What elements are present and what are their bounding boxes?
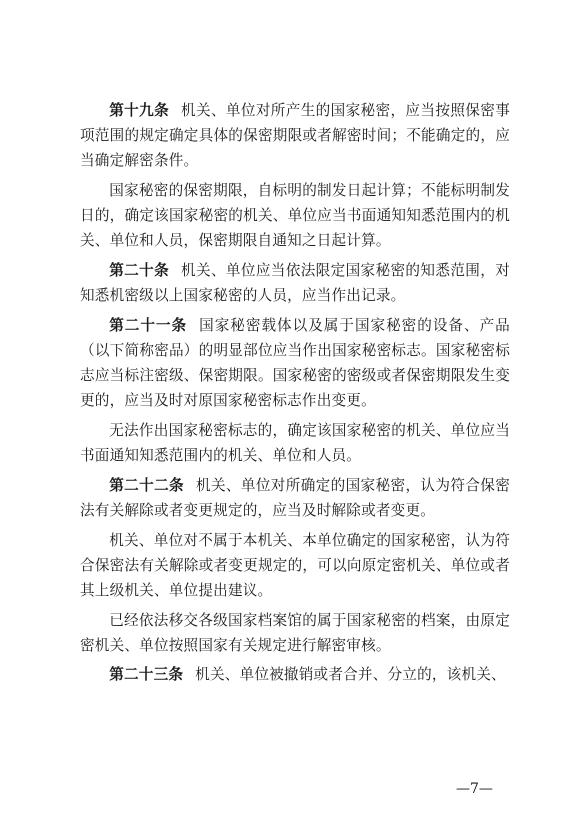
- paragraph-text: 国家秘密载体以及属于国家秘密的设备、产品（以下简称密品）的明显部位应当作出国家秘密标志。国家秘密标志应当标注密级、保密期限。国家秘密的密级或者保密期限发生变更的，应当及时对原国家秘密标志作出变更。: [80, 316, 510, 410]
- paragraph-text: 已经依法移交各级国家档案馆的属于国家秘密的档案，由原定密机关、单位按照国家有关规定进行解密审核。: [80, 611, 510, 654]
- paragraph-article-22-clause-3: [80, 608, 510, 658]
- paragraph-text: 机关、单位应当依法限定国家秘密的知悉范围，对知悉机密级以上国家秘密的人员，应当作出记录。: [80, 262, 510, 305]
- paragraph-article-19: [80, 98, 510, 174]
- paragraph-article-21-clause-2: [80, 418, 510, 468]
- paragraph-text: 机关、单位对不属于本机关、本单位确定的国家秘密，认为符合保密法有关解除或者变更规定的，可以向原定密机关、单位或者其上级机关、单位提出建议。: [80, 531, 510, 599]
- paragraph-text: 国家秘密的保密期限，自标明的制发日起计算；不能标明制发日的，确定该国家秘密的机关、单位应当书面通知知悉范围内的机关、单位和人员，保密期限自通知之日起计算。: [80, 182, 510, 250]
- paragraph-text: 无法作出国家秘密标志的，确定该国家秘密的机关、单位应当书面通知知悉范围内的机关、单位和人员。: [80, 422, 510, 465]
- paragraph-text: 机关、单位对所确定的国家秘密，认为符合保密法有关解除或者变更规定的，应当及时解除或者变更。: [80, 476, 510, 519]
- page-number: —7—: [456, 781, 493, 797]
- paragraph-text: 机关、单位对所产生的国家秘密，应当按照保密事项范围的规定确定具体的保密期限或者解密时间；不能确定的，应当确定解密条件。: [80, 102, 510, 170]
- paragraph-article-23: [80, 662, 510, 687]
- paragraph-article-22: [80, 473, 510, 523]
- paragraph-article-20: [80, 258, 510, 308]
- article-number: 第十九条: [109, 102, 170, 119]
- paragraph-article-21: [80, 313, 510, 414]
- paragraph-article-22-clause-2: [80, 528, 510, 604]
- article-number: 第二十二条: [109, 476, 184, 494]
- article-number: 第二十条: [109, 262, 170, 279]
- article-number: 第二十三条: [109, 666, 184, 684]
- paragraph-article-19-clause-2: [80, 178, 510, 254]
- body-text: [80, 98, 510, 692]
- paragraph-text: 机关、单位被撤销或者合并、分立的，该机关、: [195, 666, 506, 684]
- article-number: 第二十一条: [109, 316, 188, 334]
